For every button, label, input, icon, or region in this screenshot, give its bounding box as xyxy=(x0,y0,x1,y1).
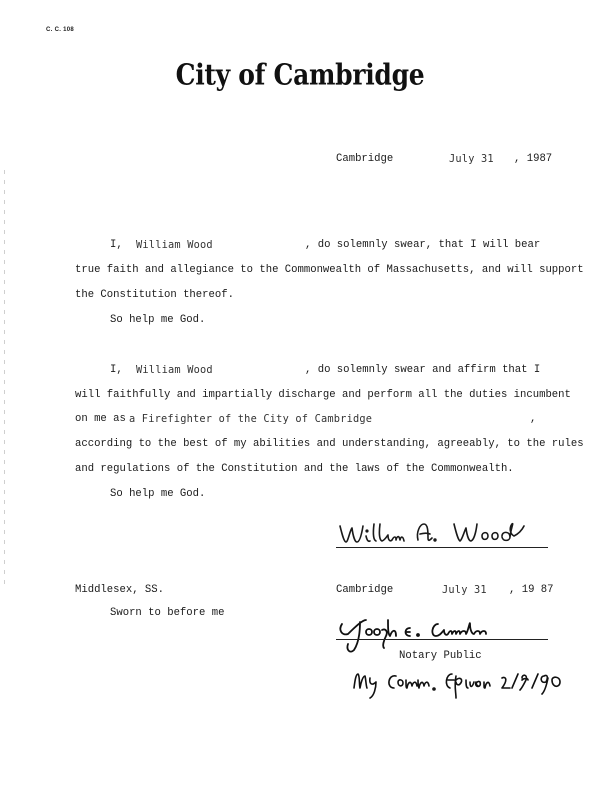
oath1-line2: true faith and allegiance to the Commonwealth of Massachusetts, and will support xyxy=(75,264,584,276)
jurat-county: Middlesex, SS. xyxy=(75,584,165,596)
notary-signature-line xyxy=(336,639,548,640)
oath1-line1-rest: , do solemnly swear, that I will bear xyxy=(305,239,541,251)
jurat-sworn: Sworn to before me xyxy=(110,607,225,619)
notary-signature-glyph xyxy=(336,614,556,654)
affiant-signature-glyph xyxy=(336,518,556,548)
oath1-name: William Wood xyxy=(136,239,213,251)
notary-title: Notary Public xyxy=(399,650,482,662)
oath2-office: a Firefighter of the City of Cambridge xyxy=(129,413,373,425)
document-title: City of Cambridge xyxy=(175,57,425,92)
oath1-pronoun: I, xyxy=(110,239,123,251)
jurat-place: Cambridge xyxy=(336,584,394,596)
form-code: C. C. 108 xyxy=(46,27,75,33)
oath2-line1-rest: , do solemnly swear and affirm that I xyxy=(305,364,541,376)
jurat-year-prefix: , 19 xyxy=(509,584,535,596)
affiant-signature xyxy=(336,518,556,548)
header-year-prefix-text: , 19 xyxy=(514,153,540,165)
margin-rule xyxy=(4,170,5,590)
header-year-suffix: 87 xyxy=(539,153,553,165)
oath2-line2: will faithfully and impartially discharge and perform all the duties incumbent xyxy=(75,389,571,401)
oath2-line3-prefix: on me as xyxy=(75,413,126,425)
jurat-year xyxy=(509,584,554,596)
jurat-year-suffix: 87 xyxy=(540,584,554,596)
oath2-line4: according to the best of my abilities and understanding, agreeably, to the rules xyxy=(75,438,584,450)
affiant-signature-line xyxy=(336,547,548,548)
commission-note xyxy=(352,666,584,700)
oath2-line3-comma: , xyxy=(530,413,537,425)
oath2-name: William Wood xyxy=(136,364,213,376)
jurat-month-day: July 31 xyxy=(442,584,487,596)
oath2-pronoun: I, xyxy=(110,364,123,376)
oath2-line5: and regulations of the Constitution and the laws of the Commonwealth. xyxy=(75,463,514,475)
header-year-prefix xyxy=(514,153,552,165)
header-month-day: July 31 xyxy=(449,153,494,165)
oath1-line3: the Constitution thereof. xyxy=(75,289,234,301)
header-place: Cambridge xyxy=(336,153,394,165)
oath1-closing: So help me God. xyxy=(110,314,206,326)
oath2-closing: So help me God. xyxy=(110,488,206,500)
notary-signature xyxy=(336,614,556,654)
commission-note-glyph xyxy=(352,666,584,700)
